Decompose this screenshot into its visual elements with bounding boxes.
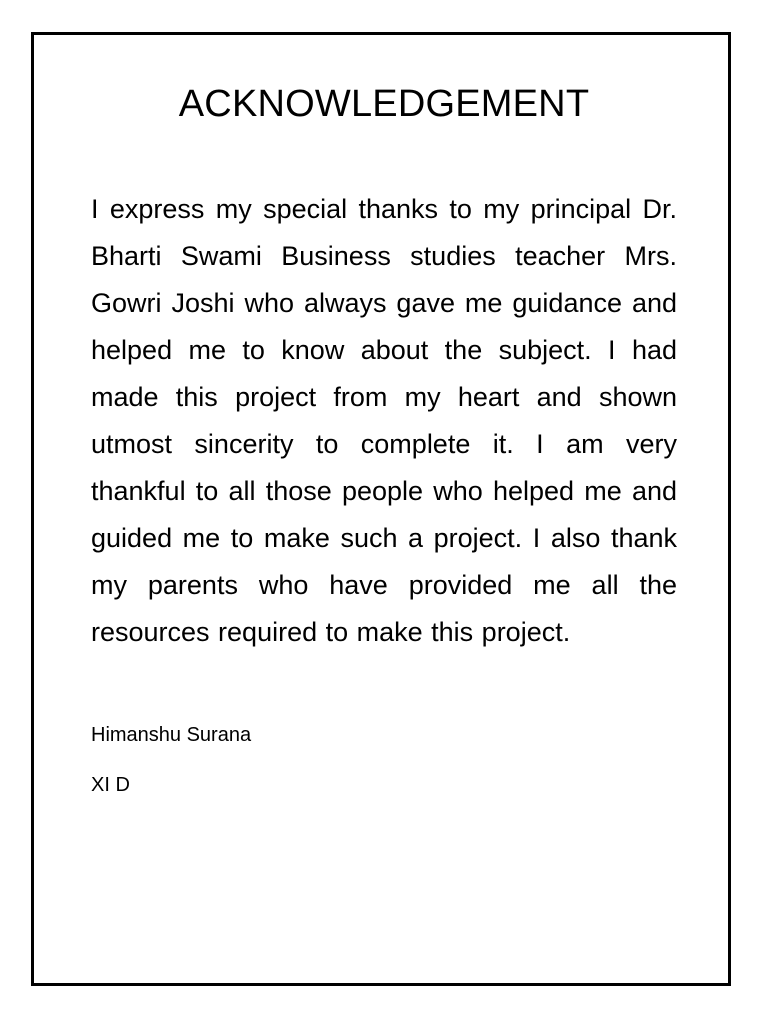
page-title: ACKNOWLEDGEMENT bbox=[178, 83, 590, 125]
acknowledgement-body: I express my special thanks to my principal Dr. Bharti Swami Business studies teacher Mrs. Gowri Joshi who always gave me guidance and helped me to know about the subject. I had made this project from my heart and shown utmost sincerity to complete it. I am very thankful to all those people who helped me and guided me to make such a project. I also thank my parents who have provided me all the resources required to make this project. bbox=[91, 194, 677, 647]
signature-name: Himanshu Surana bbox=[91, 724, 252, 746]
signature-class: XI D bbox=[91, 774, 130, 796]
